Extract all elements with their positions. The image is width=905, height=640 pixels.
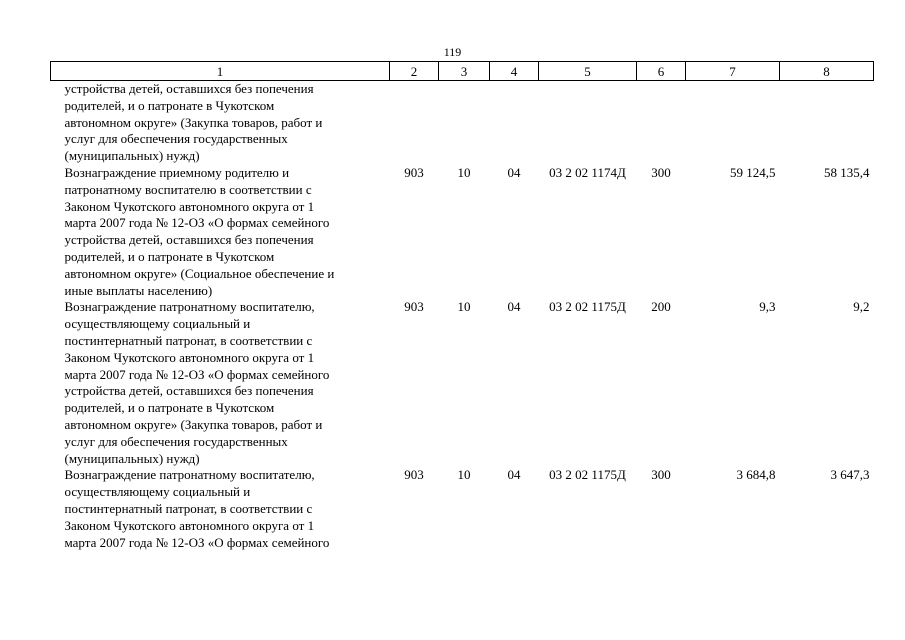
description-line: родителей, и о патронате в Чукотском: [64, 400, 275, 416]
description-line: иные выплаты населению): [64, 282, 213, 298]
row-description: [51, 165, 390, 299]
description-line: устройства детей, оставшихся без попечения: [64, 232, 314, 248]
row-description: [51, 467, 390, 551]
subsection-code: [490, 81, 539, 165]
description-line: устройства детей, оставшихся без попечения: [64, 383, 314, 399]
row-description: [51, 299, 390, 467]
description-line: Законом Чукотского автономного округа от 1: [64, 349, 315, 365]
table-body: [51, 81, 874, 552]
target-article-code: [539, 81, 637, 165]
amount-year-1: [686, 81, 780, 165]
table-row: [51, 165, 874, 299]
subsection-code: 04: [507, 164, 521, 180]
expense-type-code: 200: [651, 299, 671, 315]
amount-year-2: 3 647,3: [830, 467, 870, 483]
target-article-code: 03 2 02 1175Д: [549, 299, 626, 315]
description-line: услуг для обеспечения государственных: [64, 433, 288, 449]
description-line: патронатному воспитателю в соответствии с: [64, 181, 312, 197]
column-header-1: 1: [51, 62, 390, 81]
description-line: Законом Чукотского автономного округа от 1: [64, 517, 315, 533]
description-line: (муниципальных) нужд): [64, 450, 200, 466]
description-line: марта 2007 года № 12-ОЗ «О формах семейного: [64, 534, 330, 550]
target-article-code: 03 2 02 1175Д: [549, 467, 626, 483]
column-header-4: 4: [490, 62, 539, 81]
amount-year-1: 59 124,5: [730, 164, 776, 180]
column-header-7: 7: [686, 62, 780, 81]
amount-year-2: 58 135,4: [824, 164, 870, 180]
table-row: [51, 81, 874, 165]
column-header-2: 2: [390, 62, 439, 81]
description-line: Вознаграждение патронатному воспитателю,: [64, 299, 315, 315]
description-line: марта 2007 года № 12-ОЗ «О формах семейного: [64, 366, 330, 382]
description-line: осуществляющему социальный и: [64, 316, 251, 332]
description-line: Законом Чукотского автономного округа от 1: [64, 198, 315, 214]
expense-type-code: 300: [651, 164, 671, 180]
target-article-code: 03 2 02 1174Д: [549, 164, 626, 180]
header-row: [51, 62, 874, 81]
row-description: [51, 81, 390, 165]
subsection-code: 04: [507, 467, 521, 483]
description-line: услуг для обеспечения государственных: [64, 131, 288, 147]
description-line: родителей, и о патронате в Чукотском: [64, 97, 275, 113]
description-line: постинтернатный патронат, в соответствии с: [64, 332, 313, 348]
column-header-5: 5: [539, 62, 637, 81]
ministry-code: [390, 81, 439, 165]
expense-type-code: [637, 81, 686, 165]
table-row: [51, 467, 874, 551]
description-line: (муниципальных) нужд): [64, 148, 200, 164]
description-line: марта 2007 года № 12-ОЗ «О формах семейного: [64, 215, 330, 231]
description-line: автономном округе» (Закупка товаров, работ и: [64, 416, 323, 432]
amount-year-2: [780, 81, 874, 165]
subsection-code: 04: [507, 299, 521, 315]
amount-year-1: 9,3: [759, 299, 776, 315]
column-header-3: 3: [439, 62, 490, 81]
budget-table: [50, 61, 874, 551]
section-code: 10: [457, 164, 471, 180]
column-header-6: 6: [637, 62, 686, 81]
ministry-code: 903: [404, 299, 424, 315]
expense-type-code: 300: [651, 467, 671, 483]
amount-year-2: 9,2: [853, 299, 870, 315]
description-line: автономном округе» (Закупка товаров, работ и: [64, 114, 323, 130]
section-code: [439, 81, 490, 165]
page-number: 119: [443, 45, 462, 59]
description-line: родителей, и о патронате в Чукотском: [64, 248, 275, 264]
description-line: устройства детей, оставшихся без попечения: [64, 81, 314, 96]
description-line: постинтернатный патронат, в соответствии с: [64, 500, 313, 516]
description-line: Вознаграждение патронатному воспитателю,: [64, 467, 315, 483]
column-header-8: 8: [780, 62, 874, 81]
description-line: Вознаграждение приемному родителю и: [64, 164, 290, 180]
table-row: [51, 299, 874, 467]
section-code: 10: [457, 467, 471, 483]
ministry-code: 903: [404, 467, 424, 483]
description-line: автономном округе» (Социальное обеспечение и: [64, 265, 335, 281]
section-code: 10: [457, 299, 471, 315]
ministry-code: 903: [404, 164, 424, 180]
amount-year-1: 3 684,8: [736, 467, 776, 483]
description-line: осуществляющему социальный и: [64, 484, 251, 500]
